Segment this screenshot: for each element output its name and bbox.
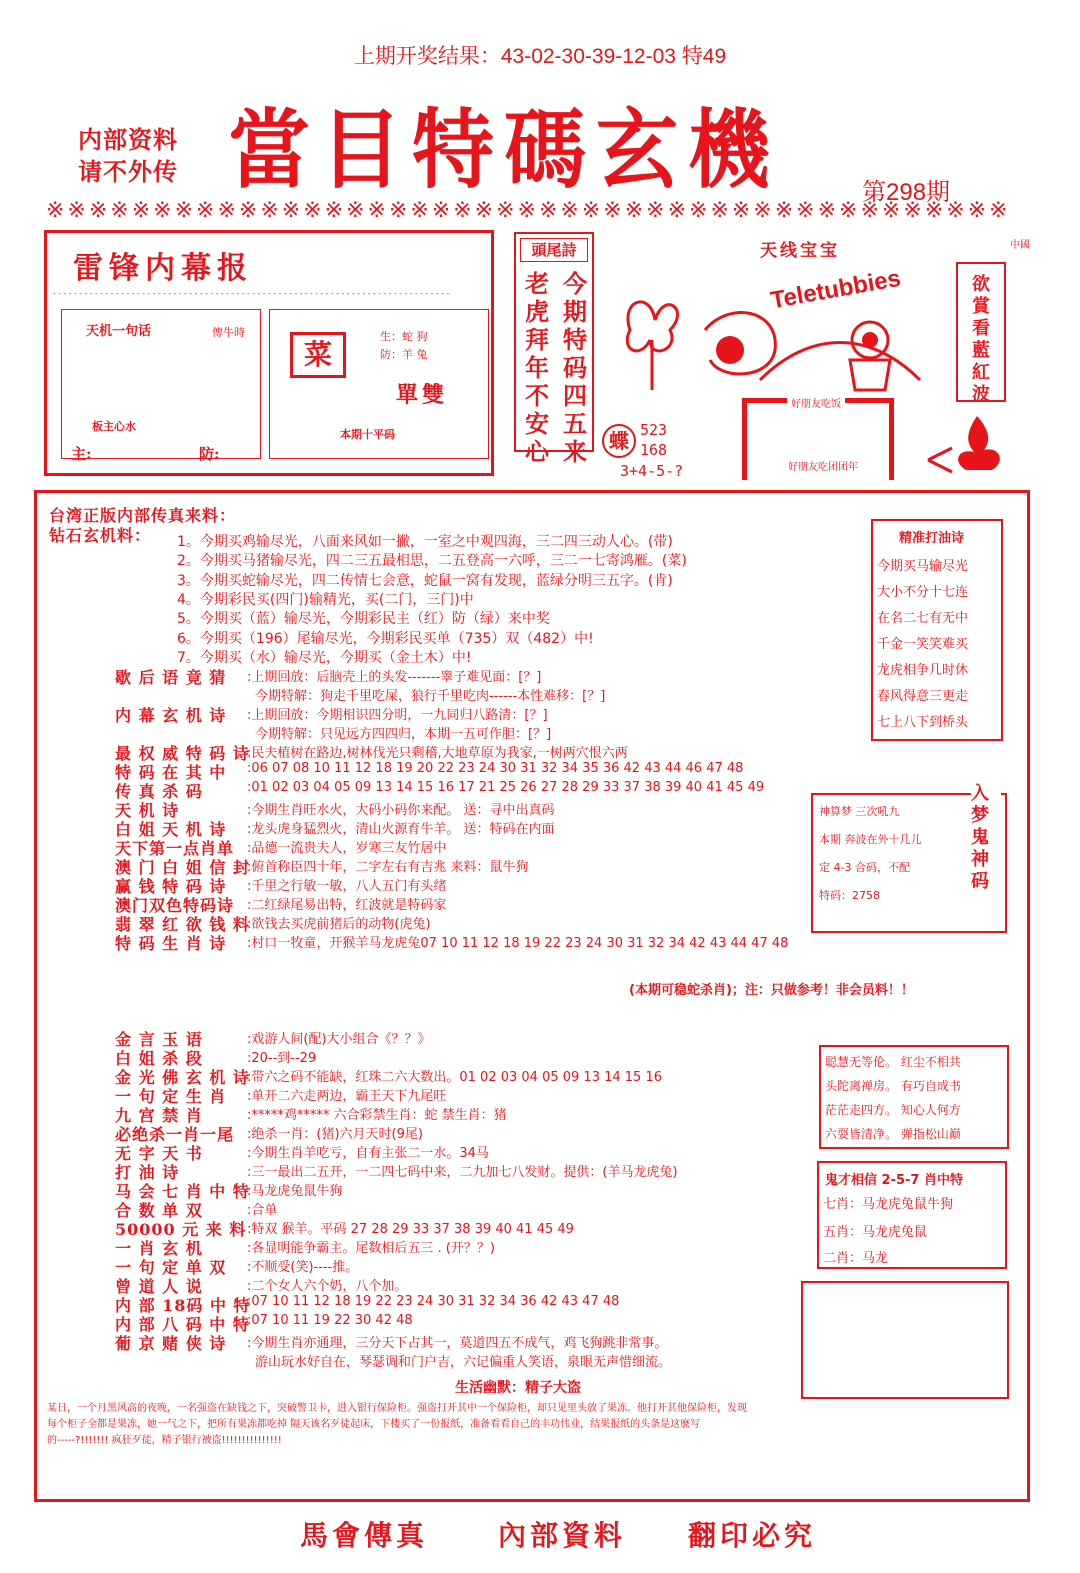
toutou-heading: 頭尾詩 (520, 238, 588, 262)
item-line: 5。今期买（蓝）输尽光，今期彩民主（红）防（绿）来中奖 (177, 611, 550, 628)
main-label: 主: (71, 445, 92, 463)
dream-line-1: 神算梦 三次吼九 (819, 805, 900, 818)
row-text: :不顺受(笑)----推。 (247, 1260, 359, 1275)
row-label: 特 码 生 肖 诗 (115, 934, 227, 953)
poem-line: 大小不分十七连 (877, 585, 969, 600)
row-label: 天下第一点肖单 (115, 839, 235, 858)
ghost-line-1: 七肖：马龙虎兔鼠牛狗 (823, 1197, 954, 1212)
row-text: :01 02 03 04 05 09 13 14 15 16 17 21 25 26 27 28 29 33 37 38 39 40 41 45 49 (247, 780, 765, 795)
poem-line: 七上八下到桥头 (877, 715, 969, 730)
main-panel (34, 490, 1030, 1502)
source-1: 台湾正版内部传真来料： (49, 506, 237, 525)
row-label: 内 部 八 码 中 特 (115, 1315, 250, 1334)
clue-line-1: 523 (640, 421, 668, 439)
row-text: :上期回放：后脑壳上的头发-------睾子难见面：[？] (247, 670, 542, 685)
humor-title: 生活幽默：精子大盗 (455, 1380, 581, 1396)
row-label: 必绝杀一肖一尾 (115, 1125, 235, 1144)
page-title: 當目特碼玄機 (228, 99, 781, 201)
hill-arc (760, 343, 920, 381)
last-result: 上期开奖结果：43-02-30-39-12-03 特49 (353, 45, 727, 68)
poem-line: 今期买马输尽光 (877, 559, 969, 574)
ten-code-label: 本期十平码 (340, 428, 395, 441)
row-label: 内 幕 玄 机 诗 (115, 706, 227, 725)
tianji-note: 傳牛時 (212, 326, 245, 339)
poem-line: 千金一笑笑难买 (877, 637, 969, 652)
toutou-left-col: 老虎拜年不安心 (525, 269, 549, 466)
poem-box (871, 519, 1003, 741)
row-text: :二红绿尾易出特，红波就是特码家 (247, 898, 447, 913)
poem-line: 在名二七有无中 (877, 611, 969, 626)
ghost-line-2: 五肖：马龙虎兔鼠 (823, 1225, 928, 1240)
row-text: :龙头虎身猛烈火，清山火源育牛羊。 送：特码在内面 (247, 822, 555, 837)
dream-seal: 入梦鬼神码 (971, 783, 1001, 893)
row-text: 今期特解：狗走千里吃屎，狼行千里吃肉------本性难移：[？] (255, 689, 606, 704)
row-label: 50000 元 来 料 (115, 1220, 247, 1239)
row-text: :合单 (247, 1203, 278, 1218)
wisdom-line: 聪慧无等伦。 红尘不相共 (825, 1055, 961, 1069)
teletubbies-illustration (610, 270, 940, 400)
clue-line-3: 3+4-5-? (620, 462, 684, 480)
source-2: 钻石玄机料： (49, 526, 152, 545)
flame-icon (922, 410, 1032, 482)
leifeng-title: 雷锋内幕报 (73, 251, 253, 286)
row-text: :三一最出二五开，一二四七码中来，二九加七八发财。提供：(羊马龙虎兔) (247, 1165, 678, 1180)
row-text: :二个女人六个奶，八个加。 (247, 1279, 408, 1294)
empty-box (801, 1281, 1009, 1399)
footer-copyright: 翻印必究 (688, 1519, 817, 1552)
row-text: :*****鸡***** 六合彩禁生肖：蛇 禁生肖：猪 (247, 1108, 507, 1123)
row-text: :俯首称臣四十年，二字左右有吉兆 来料：鼠牛狗 (247, 860, 529, 875)
row-text: :07 10 11 12 18 19 22 23 24 30 31 32 34 36 42 43 47 48 (247, 1294, 620, 1309)
notice: (本期可稳蛇杀肖)；注：只做参考！非会员料！！ (629, 983, 914, 998)
shuang-label: 單雙 (396, 382, 449, 408)
row-label: 翡 翠 红 欲 钱 料 (115, 915, 250, 934)
item-line: 7。今期买（水）输尽光，今期买（金土木）中! (177, 649, 472, 666)
poem-line: 春风得意三更走 (877, 689, 969, 704)
row-label: 特 码 在 其 中 (115, 763, 227, 782)
row-label: 一 句 定 单 双 (115, 1258, 227, 1277)
row-label: 澳 门 白 姐 信 封 (115, 858, 250, 877)
row-label: 马 会 七 肖 中 特 (115, 1182, 250, 1201)
ghost-box (817, 1161, 1007, 1269)
row-label: 打 油 诗 (115, 1163, 180, 1182)
row-text: :各显明能争霸主。尾数相后五三 . (开？？) (247, 1241, 495, 1256)
row-label: 无 字 天 书 (115, 1144, 203, 1163)
right-vertical-text: 欲賞看藍紅波 (972, 274, 990, 405)
row-text: :绝杀一肖：(猪)六月天时(9尾) (247, 1127, 423, 1142)
row-text: :07 10 11 19 22 30 42 48 (247, 1313, 413, 1328)
wisdom-line: 茫茫走四方。 知心人何方 (825, 1103, 961, 1117)
fang-line: 防：羊 兔 (380, 348, 428, 361)
footer-fax: 馬會傳真 (300, 1519, 429, 1552)
side-label: 中國 (1010, 240, 1030, 251)
dream-line-2: 本期 奔波在外十几儿 (819, 833, 922, 846)
poem-title: 精准打油诗 (899, 531, 965, 546)
toutou-poem-box (514, 232, 594, 466)
row-label: 传 真 杀 码 (115, 782, 203, 801)
row-label: 曾 道 人 说 (115, 1277, 203, 1296)
gate-label: 好朋友吃饭 (787, 395, 845, 410)
inner-label-1: 内部资料 (78, 125, 178, 154)
row-label: 赢 钱 特 码 诗 (115, 877, 227, 896)
row-text: 游山玩水好自在，琴瑟调和门户吉，六记偏重人笑语，泉眼无声惜细流。 (255, 1355, 672, 1370)
inner-label (78, 124, 178, 188)
tianji-title: 天机一句话 (86, 324, 152, 339)
row-label: 最 权 威 特 码 诗 (115, 744, 250, 763)
row-text: :戏游人间(配)大小组合《？？》 (247, 1032, 431, 1047)
poem-line: 龙虎相争几时休 (877, 663, 969, 678)
footer-inner: 內部資料 (498, 1519, 627, 1552)
shengxiao-line: 生：蛇 狗 (380, 330, 428, 343)
banzhu-label: 板主心水 (92, 420, 136, 433)
item-line: 6。今期买（196）尾输尽光，今期彩民买单（735）双（482）中! (177, 630, 594, 647)
humor-line-1: 某日，一个月黑风高的夜晚，一名强盗在缺钱之下，突破警卫卡，进入银行保险柜。强盗打开其中一个保险柜，却只见里头放了果冻。他打开其他保险柜，发现 (47, 1403, 747, 1414)
row-label: 内 部 18码 中 特 (115, 1296, 251, 1315)
row-text: :品德一流贵夫人，岁寒三友竹居中 (247, 841, 447, 856)
row-label: 金 光 佛 玄 机 诗 (115, 1068, 250, 1087)
right-vertical-box (956, 262, 1006, 405)
row-label: 白 姐 杀 段 (115, 1049, 203, 1068)
humor-line-3: 的-----?!!!!!!! 疯狂歹徒，精子银行被盗!!!!!!!!!!!!!!! (47, 1435, 282, 1446)
teletub-title: 天线宝宝 (760, 241, 840, 261)
butterfly-badge: 蝶 (602, 424, 636, 458)
clue-line-2: 168 (640, 441, 668, 459)
ghost-title: 鬼才相信 2-5-7 肖中特 (825, 1173, 963, 1188)
row-text: :民夫植树在路边,树林伐光只剩稽,大地草原为我家,一树两穴恨六两 (247, 746, 628, 761)
row-text: 今期特解：只见远方四四归，本期一五可作胆：[？] (255, 727, 552, 742)
dream-box (811, 783, 1007, 933)
row-label: 一 肖 玄 机 (115, 1239, 203, 1258)
toutou-right-col: 今期特码四五来 (563, 269, 587, 466)
item-line: 1。今期买鸡输尽光，八面来风如一撇，一室之中观四海，三二四三动人心。(带) (177, 534, 673, 550)
row-label: 天 机 诗 (115, 801, 180, 820)
item-line: 3。今期买蛇输尽光，四二传情七会意，蛇鼠一窝有发现，蓝绿分明三五字。(肯) (177, 572, 673, 589)
row-text: :06 07 08 10 11 12 18 19 20 22 23 24 30 31 32 34 35 36 42 43 44 46 47 48 (247, 761, 744, 776)
row-text: :上期回放：今期相识四分明，一九同归八路清：[？] (247, 708, 548, 723)
row-text: :特双 猴羊。平码 27 28 29 33 37 38 39 40 41 45 49 (247, 1222, 574, 1237)
row-label: 合 数 单 双 (115, 1201, 203, 1220)
teletub-bottom: 好朋友吃团团年 (788, 462, 858, 473)
item-line: 2。今期买马猪输尽光，四二三五最相思，二五登高一六呼，三二一七寄鸿雁。(菜) (177, 553, 687, 570)
row-label: 歇 后 语 竟 猜 (115, 668, 227, 687)
row-label: 白 姐 天 机 诗 (115, 820, 227, 839)
dream-line-4: 特码：2758 (819, 889, 880, 902)
ghost-line-3: 二肖：马龙 (823, 1251, 889, 1266)
fang-label: 防: (199, 445, 220, 463)
leifeng-box (44, 230, 494, 476)
dream-line-3: 定 4-3 合码，不配 (819, 861, 910, 874)
row-text: :马龙虎兔鼠牛狗 (247, 1184, 343, 1199)
row-text: :单开二六走两边，霸王天下九尾旺 (247, 1089, 447, 1104)
row-text: :带六之码不能缺，红珠二六大数出。01 02 03 04 05 09 13 14 15 16 (247, 1070, 662, 1085)
row-label: 金 言 玉 语 (115, 1030, 203, 1049)
row-text: :村口一牧童，开猴羊马龙虎兔07 10 11 12 18 19 22 23 24 30 31 32 34 42 43 44 47 48 (247, 936, 789, 951)
star-divider: ※※※※※※※※※※※※※※※※※※※※※※※※※※※※※※※※※※※※※※※※※※※※※ (46, 198, 1011, 223)
clue-box (640, 420, 667, 460)
tianji-box (61, 309, 261, 459)
row-label: 一 句 定 生 肖 (115, 1087, 227, 1106)
veg-badge: 菜 (290, 332, 346, 378)
wisdom-line: 六耍皆清净。 弹指松山巅 (825, 1127, 961, 1141)
row-text: :今期生肖羊吃亏，自有主张二一水。34马 (247, 1146, 489, 1161)
teletubby-legs (850, 360, 890, 390)
teletub-brand: Teletubbies (768, 264, 903, 315)
wisdom-line: 头陀离禅房。 有巧自成书 (825, 1079, 961, 1093)
row-label: 九 宫 禁 肖 (115, 1106, 203, 1125)
humor-line-2: 每个柜子全都是果冻，她一气之下，把所有果冻都吃掉 隔天该名歹徒起床，下楼买了一份报纸，准备看看自己的丰功伟业，结果报纸的头条是这麽写 (47, 1419, 701, 1430)
dash-divider: - - - - - - - - - - - - - - - - - - - - - - - - - - - - - - - - - - - - - - - - - - - - - - - - - - - - - - - - - - - - - - - - - - - - - - - - - - - - (53, 289, 450, 298)
row-label: 葡 京 赌 侠 诗 (115, 1334, 227, 1353)
item-line: 4。今期彩民买(四门)输精光，买(二门，三门)中 (177, 591, 474, 608)
shengxiao-box (269, 309, 489, 459)
row-label: 澳门双色特码诗 (115, 896, 235, 915)
issue-number: 第298期 (862, 179, 951, 206)
row-text: :欲钱去买虎前猪后的动物(虎兔) (247, 917, 431, 932)
wisdom-box (819, 1045, 1009, 1149)
row-text: :今期生肖旺水火，大码小码你来配。 送：寻中出真码 (247, 803, 555, 818)
row-text: :千里之行敏一敏，八人五门有头绪 (247, 879, 447, 894)
row-text: :今期生肖亦通理，三分天下占其一，莫道四五不成气，鸡飞狗跳非常事。 (247, 1336, 668, 1351)
inner-label-2: 请不外传 (78, 157, 178, 186)
row-text: :20--到--29 (247, 1051, 317, 1066)
